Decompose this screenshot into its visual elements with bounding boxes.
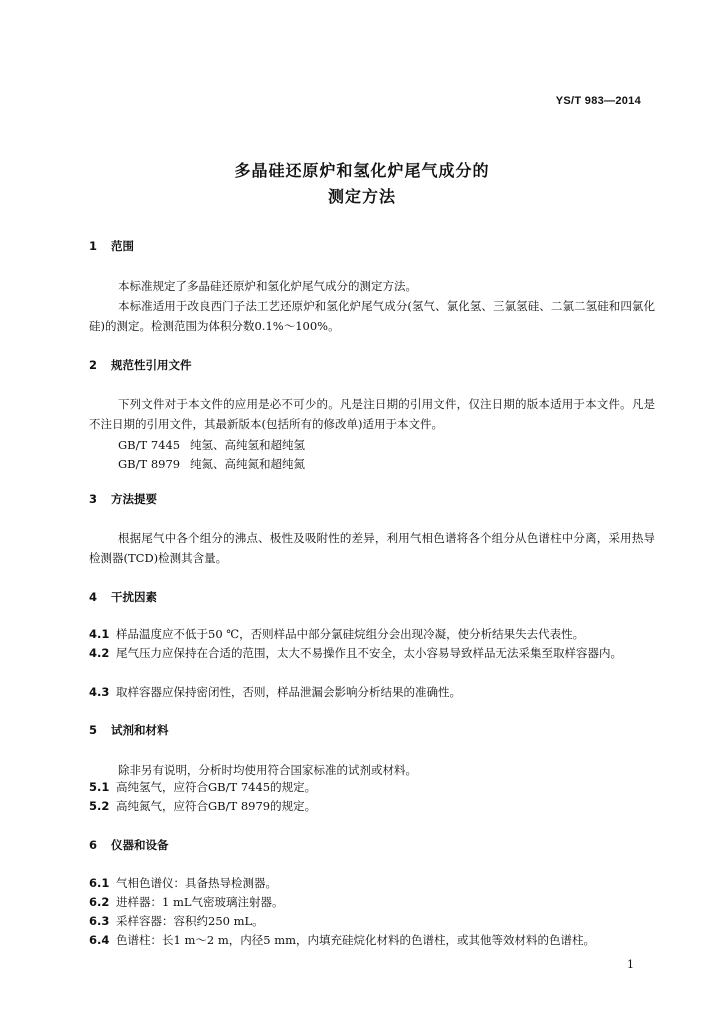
page-number: 1 bbox=[627, 958, 634, 971]
clause-text: 取样容器应保持密闭性，否则，样品泄漏会影响分析结果的准确性。 bbox=[116, 685, 461, 699]
clause-number: 6.1 bbox=[89, 876, 110, 890]
clause-text: 气相色谱仪：具备热导检测器。 bbox=[116, 876, 277, 890]
clause-number: 6.2 bbox=[89, 895, 110, 909]
clause-item bbox=[89, 779, 316, 795]
clause-text: 高纯氢气，应符合GB/T 7445的规定。 bbox=[116, 780, 317, 794]
normative-reference bbox=[118, 456, 305, 472]
document-title-line1: 多晶硅还原炉和氢化炉尾气成分的 bbox=[234, 161, 490, 180]
section-5-paragraph-1: 除非另有说明，分析时均使用符合国家标准的试剂或材料。 bbox=[118, 763, 417, 777]
reference-title: 纯氮、高纯氮和超纯氮 bbox=[190, 457, 305, 471]
clause-text: 色谱柱：长1 m～2 m，内径5 mm，内填充硅烷化材料的色谱柱，或其他等效材料的色谱柱。 bbox=[116, 933, 596, 947]
section-title: 范围 bbox=[111, 239, 134, 253]
section-number: 5 bbox=[89, 723, 98, 737]
clause-item bbox=[89, 684, 461, 700]
clause-item bbox=[89, 626, 584, 642]
section-2-paragraph-1: 下列文件对于本文件的应用是必不可少的。凡是注日期的引用文件，仅注日期的版本适用于本文件。凡是不注日期的引用文件，其最新版本(包括所有的修改单)适用于本文件。 bbox=[89, 397, 655, 431]
clause-number: 6.4 bbox=[89, 933, 110, 947]
section-title: 规范性引用文件 bbox=[111, 358, 192, 372]
section-4-heading bbox=[89, 589, 157, 605]
clause-number: 5.1 bbox=[89, 780, 110, 794]
clause-item bbox=[89, 932, 595, 948]
clause-text: 进样器：1 mL气密玻璃注射器。 bbox=[116, 895, 284, 909]
section-title: 干扰因素 bbox=[111, 590, 157, 604]
clause-item bbox=[89, 798, 316, 814]
clause-text: 样品温度应不低于50 ℃，否则样品中部分氯硅烷组分会出现冷凝，使分析结果失去代表性。 bbox=[116, 627, 585, 641]
normative-reference bbox=[118, 437, 305, 453]
section-number: 3 bbox=[89, 492, 98, 506]
clause-number: 4.1 bbox=[89, 627, 110, 641]
clause-text: 尾气压力应保持在合适的范围，太大不易操作且不安全，太小容易导致样品无法采集至取样容器内。 bbox=[116, 646, 622, 660]
section-1-heading bbox=[89, 238, 134, 254]
clause-item bbox=[89, 913, 264, 929]
section-title: 仪器和设备 bbox=[111, 838, 169, 852]
section-3-heading bbox=[89, 491, 157, 507]
clause-text: 高纯氮气，应符合GB/T 8979的规定。 bbox=[116, 799, 317, 813]
section-number: 2 bbox=[89, 358, 98, 372]
clause-number: 6.3 bbox=[89, 914, 110, 928]
clause-number: 5.2 bbox=[89, 799, 110, 813]
document-title-line2: 测定方法 bbox=[327, 187, 396, 206]
clause-item bbox=[89, 643, 655, 663]
clause-item bbox=[89, 894, 284, 910]
standard-code: YS/T 983—2014 bbox=[555, 95, 641, 107]
section-1-paragraph-1: 本标准规定了多晶硅还原炉和氢化炉尾气成分的测定方法。 bbox=[118, 279, 417, 293]
section-5-heading bbox=[89, 722, 169, 738]
section-2-heading bbox=[89, 357, 192, 373]
section-3-paragraph-1: 根据尾气中各个组分的沸点、极性及吸附性的差异，利用气相色谱将各个组分从色谱柱中分离，采用热导检测器(TCD)检测其含量。 bbox=[89, 531, 655, 565]
section-6-heading bbox=[89, 837, 169, 853]
section-title: 方法提要 bbox=[111, 492, 157, 506]
reference-title: 纯氢、高纯氢和超纯氢 bbox=[190, 438, 305, 452]
clause-number: 4.3 bbox=[89, 685, 110, 699]
clause-text: 采样容器：容积约250 mL。 bbox=[116, 914, 264, 928]
clause-number: 4.2 bbox=[89, 646, 110, 660]
section-number: 4 bbox=[89, 590, 98, 604]
reference-code: GB/T 8979 bbox=[118, 457, 181, 471]
section-title: 试剂和材料 bbox=[111, 723, 169, 737]
section-1-paragraph-2: 本标准适用于改良西门子法工艺还原炉和氢化炉尾气成分(氢气、氯化氢、三氯氢硅、二氯二氢硅和四氯化硅)的测定。检测范围为体积分数0.1%～100%。 bbox=[89, 299, 655, 333]
clause-item bbox=[89, 875, 277, 891]
section-number: 1 bbox=[89, 239, 98, 253]
section-number: 6 bbox=[89, 838, 98, 852]
reference-code: GB/T 7445 bbox=[118, 438, 181, 452]
